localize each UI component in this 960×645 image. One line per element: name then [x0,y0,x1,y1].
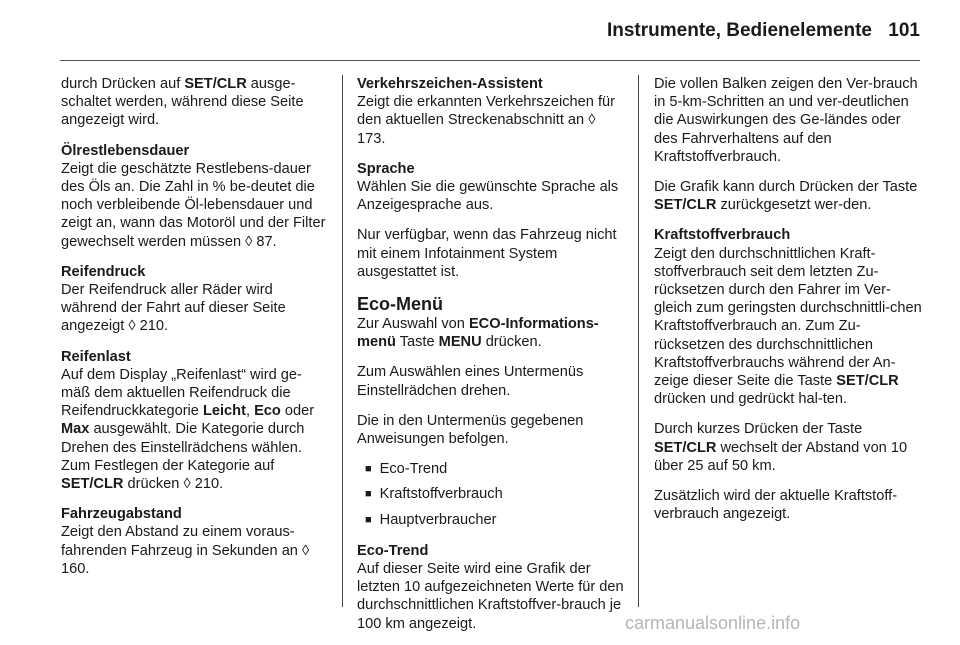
column-divider [638,75,639,607]
section-eco-trend [357,542,625,633]
list-item: ■ Hauptverbraucher [357,511,625,530]
section-text: Zeigt die erkannten Verkehrszeichen für den aktuellen Streckenabschnitt an ◊ 173. [357,94,615,147]
section-heading: Reifenlast [61,348,131,365]
section-sprache [357,160,625,215]
section-heading: Ölrestlebensdauer [61,142,190,159]
section-eco-menu: Eco-Menü Zur Auswahl von ECO-Informations-menü Taste MENU drücken. [357,293,625,351]
paragraph: Die Grafik kann durch Drücken der Taste SET/CLR zurückgesetzt wer-den. [654,179,918,214]
sprache-note: Nur verfügbar, wenn das Fahrzeug nicht mit einem Infotainment System ausgestattet ist. [357,227,617,280]
section-heading: Verkehrszeichen-Assistent [357,76,543,92]
intro-paragraph: durch Drücken auf SET/CLR ausge-schaltet werden, während diese Seite angezeigt wird. [61,76,304,129]
section-text: Auf dieser Seite wird eine Grafik der letzten 10 aufgezeichneten Werte für den durchschnittlichen Kraftstoffver-brauch je 100 km angezeigt. [357,561,624,632]
paragraph: Die vollen Balken zeigen den Ver-brauch in 5-km-Schritten an und ver-deutlichen die Auswirkungen des Ge-ländes oder des Fahrverhaltens auf den Kraftstoffverbrauch. [654,76,918,165]
list-item: ■ Kraftstoffverbrauch [357,485,625,504]
section-reifendruck [61,263,329,336]
section-heading: Sprache [357,160,415,177]
column-3 [654,75,922,535]
column-divider [342,75,343,607]
section-kraftstoffverbrauch: Kraftstoffverbrauch Zeigt den durchschnittlichen Kraft-stoffverbrauch seit dem letzten Zu-rücksetzen durch den Fahrer im Ver-gleich zum geringsten durchschnittli-chen Kraftstoffverbrauch an. Zum Zu-rücksetzen des durchschnittlichen Kraftstoffverbrauchs während der An-zeige dieser Seite die Taste SET/CLR drücken und gedrückt hal-ten. [654,227,922,408]
section-text: Zeigt den Abstand zu einem voraus-fahrenden Fahrzeug in Sekunden an ◊ 160. [61,524,310,577]
column-1 [61,75,329,590]
paragraph: Zusätzlich wird der aktuelle Kraftstoff-verbrauch angezeigt. [654,488,898,523]
section-text: Der Reifendruck aller Räder wird während der Fahrt auf dieser Seite angezeigt ◊ 210. [61,282,286,335]
section-fahrzeugabstand [61,505,329,578]
section-heading: Eco-Menü [357,294,444,315]
header-rule [60,60,920,61]
section-heading: Kraftstoffverbrauch [654,227,791,244]
eco-submenu-list [357,460,625,530]
page-header [0,0,960,62]
watermark: carmanualsonline.info [625,613,801,633]
section-oelrestlebensdauer [61,142,329,251]
section-heading: Fahrzeugabstand [61,506,182,523]
paragraph: Durch kurzes Drücken der Taste SET/CLR wechselt der Abstand von 10 über 25 auf 50 km. [654,421,908,474]
eco-paragraph: Zum Auswählen eines Untermenüs Einstellrädchen drehen. [357,364,584,399]
section-heading: Reifendruck [61,263,146,280]
section-text: Zeigt die geschätzte Restlebens-dauer des Öls an. Die Zahl in % be-deutet die noch verbleibende Öl-lebensdauer und zeigt an, wann das Motoröl und der Filter gewechselt werden müssen ◊ 87. [61,160,326,250]
section-verkehrszeichen [357,75,625,148]
eco-paragraph: Die in den Untermenüs gegebenen Anweisungen befolgen. [357,412,584,448]
page-number: 101 [888,20,920,41]
section-heading: Eco-Trend [357,542,429,559]
section-text: Wählen Sie die gewünschte Sprache als Anzeigesprache aus. [357,179,619,214]
page-title: Instrumente, Bedienelemente [606,20,872,41]
column-2 [357,75,625,645]
section-reifenlast: Reifenlast Auf dem Display „Reifenlast“ wird ge-mäß dem aktuellen Reifendruck die Reifendruckkategorie Leicht, Eco oder Max ausgewählt. Die Kategorie durch Drehen des Einstellrädchens wählen. Zum Festlegen der Kategorie auf SET/CLR drücken ◊ 210. [61,348,329,494]
list-item: ■ Eco-Trend [357,460,625,479]
